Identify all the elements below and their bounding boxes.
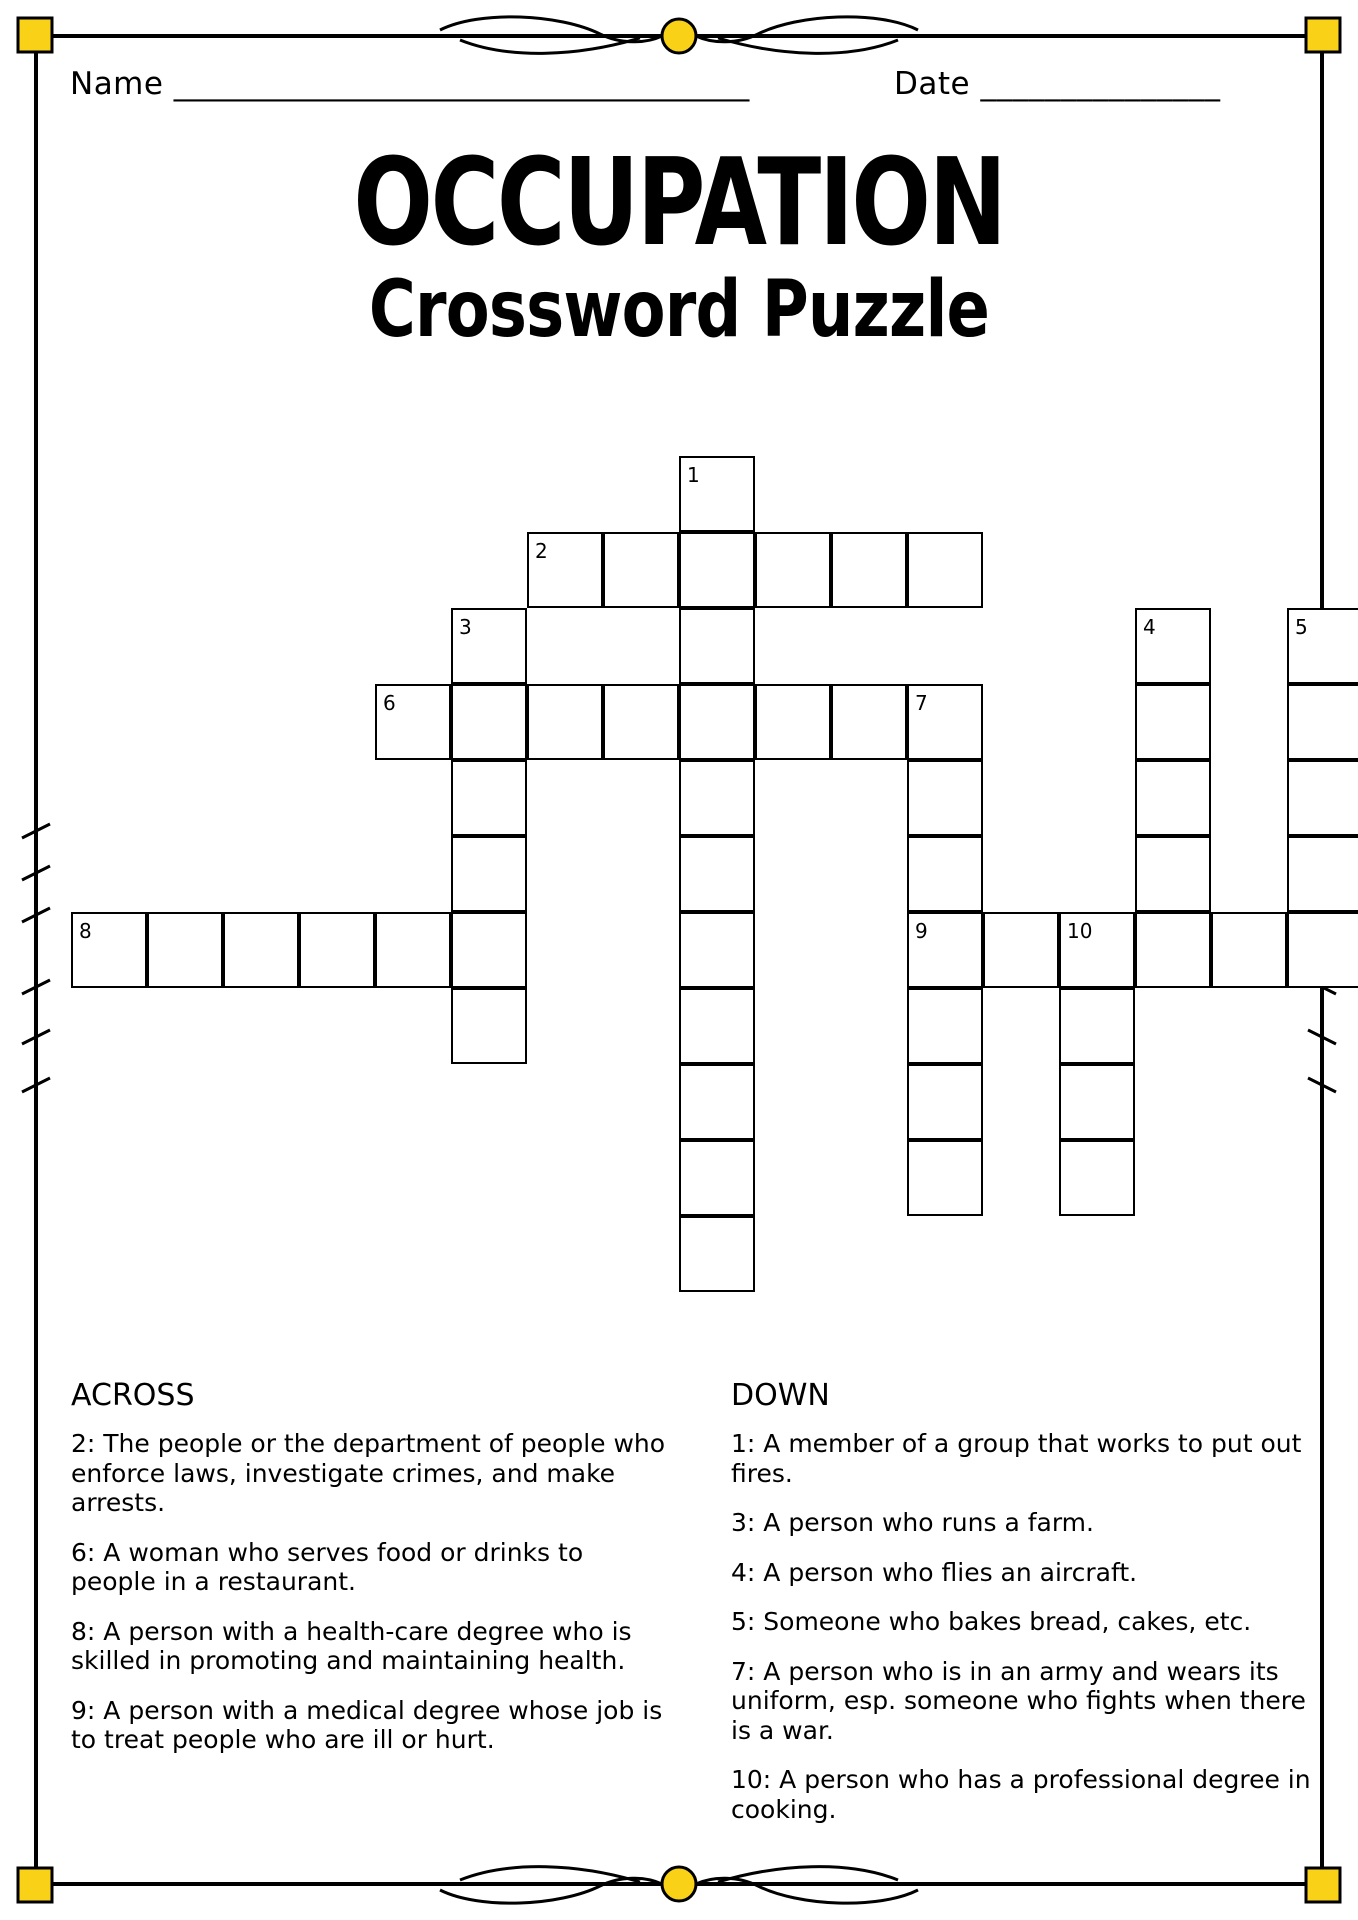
bottom-ornament-circle <box>662 1867 696 1901</box>
down-clue: 1: A member of a group that works to put out fires. <box>731 1429 1302 1488</box>
down-clue: 7: A person who is in an army and wears its uniform, esp. someone who fights when there is a war. <box>731 1656 1306 1745</box>
crossword-cell[interactable] <box>907 1064 983 1140</box>
clue-number: 9 <box>915 919 928 943</box>
corner-square-bottom-left <box>18 1868 52 1902</box>
crossword-cell[interactable] <box>679 1140 755 1216</box>
clue-number: 6 <box>383 691 396 715</box>
crossword-cell[interactable] <box>451 608 527 684</box>
clue-number: 8 <box>79 919 92 943</box>
crossword-cell[interactable] <box>1287 760 1358 836</box>
across-clues-section <box>71 1378 671 1775</box>
crossword-cell[interactable] <box>1059 988 1135 1064</box>
clue-number: 7 <box>915 691 928 715</box>
corner-square-top-right <box>1306 18 1340 52</box>
crossword-cell[interactable] <box>71 912 147 988</box>
crossword-cell[interactable] <box>1287 836 1358 912</box>
crossword-cell[interactable] <box>1059 1140 1135 1216</box>
crossword-cell[interactable] <box>451 836 527 912</box>
crossword-cell[interactable] <box>907 684 983 760</box>
crossword-cell[interactable] <box>907 912 983 988</box>
down-clues-section <box>731 1378 1311 1844</box>
down-heading: DOWN <box>731 1378 830 1413</box>
crossword-cell[interactable] <box>679 912 755 988</box>
crossword-cell[interactable] <box>527 684 603 760</box>
crossword-cell[interactable] <box>679 608 755 684</box>
crossword-cell[interactable] <box>375 684 451 760</box>
crossword-cell[interactable] <box>1135 760 1211 836</box>
down-clue: 5: Someone who bakes bread, cakes, etc. <box>731 1607 1252 1637</box>
crossword-cell[interactable] <box>1287 684 1358 760</box>
crossword-cell[interactable] <box>451 684 527 760</box>
across-heading: ACROSS <box>71 1378 195 1413</box>
crossword-cell[interactable] <box>1287 608 1358 684</box>
crossword-cell[interactable] <box>147 912 223 988</box>
crossword-cell[interactable] <box>1059 1064 1135 1140</box>
crossword-cell[interactable] <box>755 532 831 608</box>
crossword-cell[interactable] <box>1135 836 1211 912</box>
crossword-cell[interactable] <box>299 912 375 988</box>
crossword-cell[interactable] <box>451 988 527 1064</box>
crossword-cell[interactable] <box>1211 912 1287 988</box>
across-clue: 8: A person with a health-care degree who is skilled in promoting and maintaining health. <box>71 1616 632 1676</box>
crossword-cell[interactable] <box>603 684 679 760</box>
crossword-cell[interactable] <box>603 532 679 608</box>
crossword-cell[interactable] <box>755 684 831 760</box>
crossword-cell[interactable] <box>679 456 755 532</box>
page-subtitle: Crossword Puzzle <box>368 265 990 355</box>
crossword-cell[interactable] <box>1059 912 1135 988</box>
crossword-cell[interactable] <box>527 532 603 608</box>
across-clue: 6: A woman who serves food or drinks to people in a restaurant. <box>71 1537 584 1597</box>
clue-number: 1 <box>687 463 700 487</box>
crossword-cell[interactable] <box>451 912 527 988</box>
crossword-cell[interactable] <box>907 760 983 836</box>
crossword-cell[interactable] <box>375 912 451 988</box>
crossword-cell[interactable] <box>983 912 1059 988</box>
crossword-cell[interactable] <box>679 684 755 760</box>
crossword-cell[interactable] <box>907 988 983 1064</box>
name-field-label: Name ____________________________________ <box>70 66 750 102</box>
crossword-cell[interactable] <box>907 1140 983 1216</box>
clue-number: 4 <box>1143 615 1156 639</box>
crossword-cell[interactable] <box>831 684 907 760</box>
top-ornament-circle <box>662 19 696 53</box>
crossword-cell[interactable] <box>679 836 755 912</box>
clue-number: 2 <box>535 539 548 563</box>
corner-square-top-left <box>18 18 52 52</box>
down-clue: 10: A person who has a professional degree in cooking. <box>731 1765 1311 1824</box>
crossword-cell[interactable] <box>679 760 755 836</box>
crossword-cell[interactable] <box>1135 684 1211 760</box>
crossword-cell[interactable] <box>1135 912 1211 988</box>
crossword-cell[interactable] <box>831 532 907 608</box>
page-title: OCCUPATION <box>353 134 1005 273</box>
crossword-cell[interactable] <box>679 532 755 608</box>
clue-number: 5 <box>1295 615 1308 639</box>
across-clue: 2: The people or the department of people who enforce laws, investigate crimes, and make arrests. <box>71 1429 666 1518</box>
date-field-label: Date _______________ <box>894 66 1221 102</box>
crossword-cell[interactable] <box>1287 912 1358 988</box>
down-clue: 4: A person who flies an aircraft. <box>731 1557 1138 1587</box>
crossword-cell[interactable] <box>1135 608 1211 684</box>
crossword-cell[interactable] <box>907 532 983 608</box>
across-clue: 9: A person with a medical degree whose job is to treat people who are ill or hurt. <box>71 1695 663 1755</box>
crossword-cell[interactable] <box>223 912 299 988</box>
corner-square-bottom-right <box>1306 1868 1340 1902</box>
crossword-cell[interactable] <box>679 1216 755 1292</box>
clue-number: 10 <box>1067 919 1093 943</box>
crossword-cell[interactable] <box>679 1064 755 1140</box>
crossword-cell[interactable] <box>679 988 755 1064</box>
down-clue: 3: A person who runs a farm. <box>731 1508 1094 1538</box>
crossword-cell[interactable] <box>451 760 527 836</box>
crossword-cell[interactable] <box>907 836 983 912</box>
clue-number: 3 <box>459 615 472 639</box>
